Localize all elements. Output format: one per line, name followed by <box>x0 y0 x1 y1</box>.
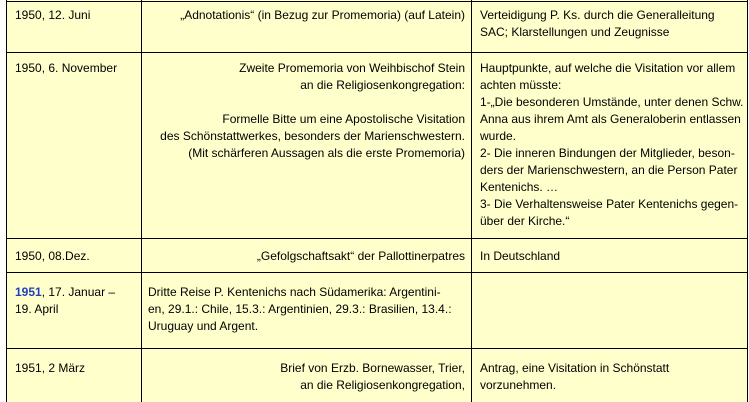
date-text: 1950, 12. Juni <box>15 8 91 22</box>
event-cell <box>142 2 472 53</box>
note-text: 1-„Die besonderen Umstände, unter denen Schw. <box>480 95 744 109</box>
event-text: Brief von Erzb. Bornewasser, Trier, <box>280 361 465 375</box>
date-text: 1950, 08.Dez. <box>15 249 90 263</box>
date-text: 1950, 6. November <box>15 61 118 75</box>
table-row <box>7 349 748 402</box>
event-cell <box>142 239 472 273</box>
note-cell <box>472 53 748 239</box>
event-cell <box>142 53 472 239</box>
event-text: Dritte Reise P. Kentenichs nach Südamerika: Argentini- <box>148 285 441 299</box>
event-text: des Schönstattwerkes, besonders der Marienschwestern. <box>160 129 465 143</box>
note-text: Verteidigung P. Ks. durch die Generalleitung <box>480 8 715 22</box>
date-text: , 17. Januar – <box>41 285 116 299</box>
event-text: en, 29.1.: Chile, 15.3.: Argentinien, 29.3.: Brasilien, 13.4.: <box>148 302 452 316</box>
note-text: ders der Marienschwestern, an die Person Pater <box>480 163 738 177</box>
note-text: vorzunehmen. <box>480 378 557 392</box>
note-text: 3- Die Verhaltensweise Pater Kentenichs gegen- <box>480 197 739 211</box>
note-text: wurde. <box>480 129 517 143</box>
note-text: 2- Die inneren Bindungen der Mitglieder, beson- <box>480 146 735 160</box>
year-link[interactable]: 1951 <box>15 285 42 299</box>
note-text: Kentenichs. … <box>480 180 559 194</box>
note-text: über der Kirche.“ <box>480 214 570 228</box>
date-cell <box>7 53 142 239</box>
table-row <box>7 239 748 273</box>
note-cell <box>472 273 748 349</box>
note-text: achten müsste: <box>480 78 562 92</box>
date-line <box>15 284 137 301</box>
date-cell <box>7 349 142 402</box>
note-cell <box>472 349 748 402</box>
event-text: an die Religiosenkongregation: <box>300 78 465 92</box>
event-cell <box>142 349 472 402</box>
table-row <box>7 53 748 239</box>
table-row <box>7 2 748 53</box>
note-text: In Deutschland <box>480 249 561 263</box>
event-text: an die Religiosenkongregation, <box>300 378 465 392</box>
note-text: Hauptpunkte, auf welche die Visitation vor allem <box>480 61 736 75</box>
note-text: SAC; Klarstellungen und Zeugnisse <box>480 25 670 39</box>
date-text: 19. April <box>15 302 59 316</box>
event-text: Uruguay und Argent. <box>148 319 259 333</box>
event-text: Formelle Bitte um eine Apostolische Visitation <box>222 112 465 126</box>
note-cell <box>472 2 748 53</box>
date-cell <box>7 239 142 273</box>
note-text: Antrag, eine Visitation in Schönstatt <box>480 361 670 375</box>
chronology-table <box>6 0 748 402</box>
event-text: „Adnotationis“ (in Bezug zur Promemoria) (auf Latein) <box>180 8 465 22</box>
date-cell <box>7 2 142 53</box>
event-cell <box>142 273 472 349</box>
date-cell <box>7 273 142 349</box>
event-text: „Gefolgschaftsakt“ der Pallottinerpatres <box>256 249 465 263</box>
note-text: Anna aus ihrem Amt als Generaloberin entlassen <box>480 112 741 126</box>
date-text: 1951, 2 März <box>15 361 86 375</box>
note-cell <box>472 239 748 273</box>
event-text: Zweite Promemoria von Weihbischof Stein <box>239 61 465 75</box>
table-row <box>7 273 748 349</box>
spacer <box>148 94 465 111</box>
event-text: (Mit schärferen Aussagen als die erste Promemoria) <box>188 146 465 160</box>
